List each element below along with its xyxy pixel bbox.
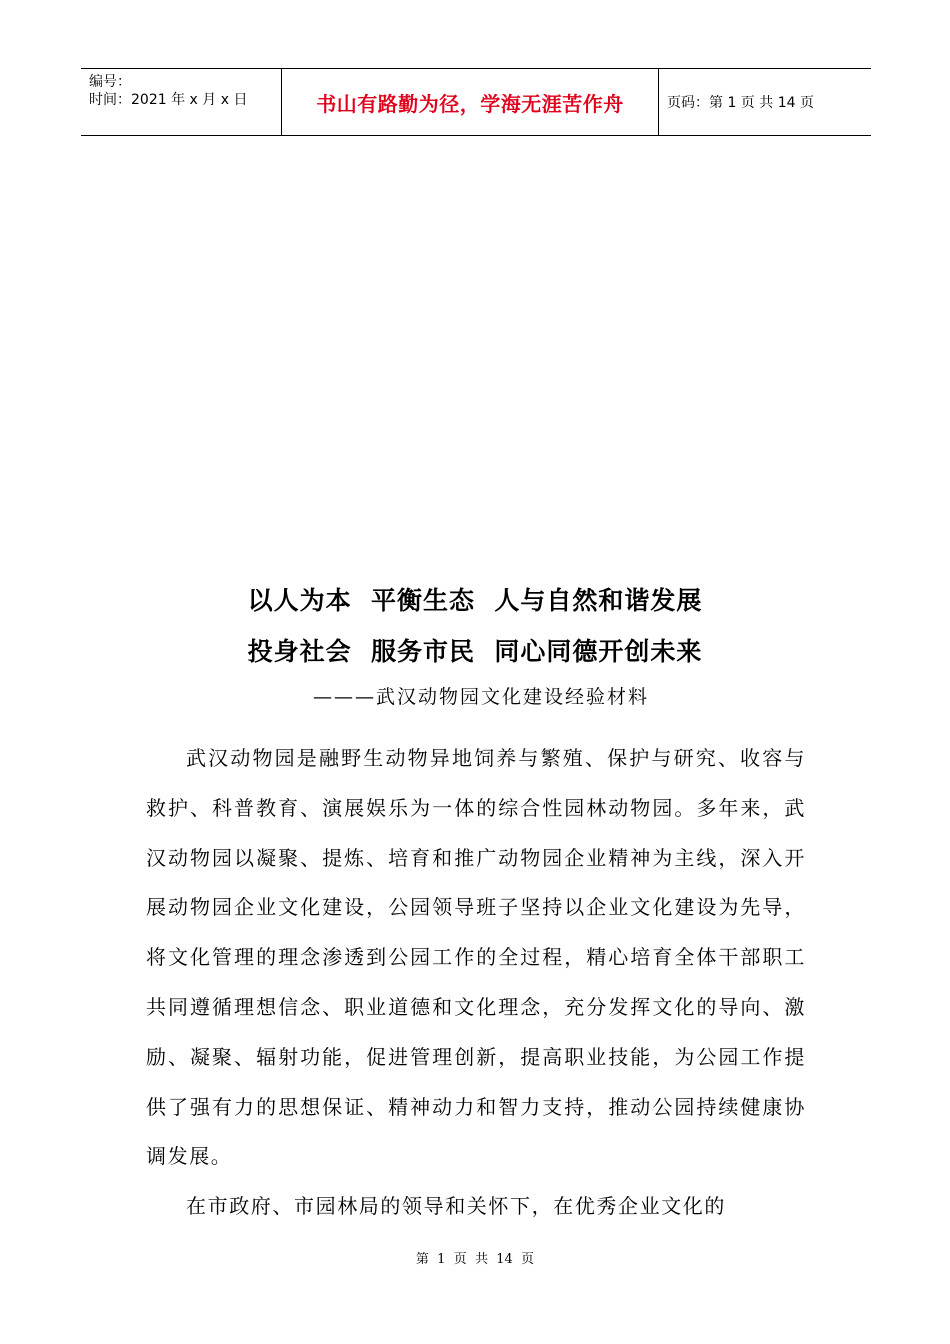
body-paragraph: 在市政府、市园林局的领导和关怀下，在优秀企业文化的 (186, 1194, 726, 1219)
document-title-line-2: 投身社会 服务市民 同心同德开创未来 (247, 637, 703, 666)
page-footer: 第 1 页 共 14 页 (415, 1252, 535, 1267)
document-header (81, 68, 871, 136)
header-page-info: 页码：第 1 页 共 14 页 (667, 95, 814, 111)
document-title-line-1: 以人为本 平衡生态 人与自然和谐发展 (247, 586, 703, 615)
header-motto: 书山有路勤为径，学海无涯苦作舟 (281, 69, 659, 135)
document-date: 时间：2021 年 x 月 x 日 (89, 92, 248, 108)
body-paragraph: 武汉动物园是融野生动物异地饲养与繁殖、保护与研究、收容与救护、科普教育、演展娱乐为一体的综合性园林动物园。多年来，武汉动物园以凝聚、提炼、培育和推广动物园企业精神为主线，深入开展动物园企业文化建设，公园领导班子坚持以企业文化建设为先导，将文化管理的理念渗透到公园工作的全过程，精心培育全体干部职工共同遵循理想信念、职业道德和文化理念，充分发挥文化的导向、激励、凝聚、辐射功能，促进管理创新，提高职业技能，为公园工作提供了强有力的思想保证、精神动力和智力支持，推动公园持续健康协调发展。 (146, 746, 806, 1169)
document-number-label: 编号： (89, 74, 131, 90)
document-subtitle: ———武汉动物园文化建设经验材料 (313, 686, 650, 708)
header-meta (81, 69, 281, 135)
document-body (146, 734, 806, 1232)
